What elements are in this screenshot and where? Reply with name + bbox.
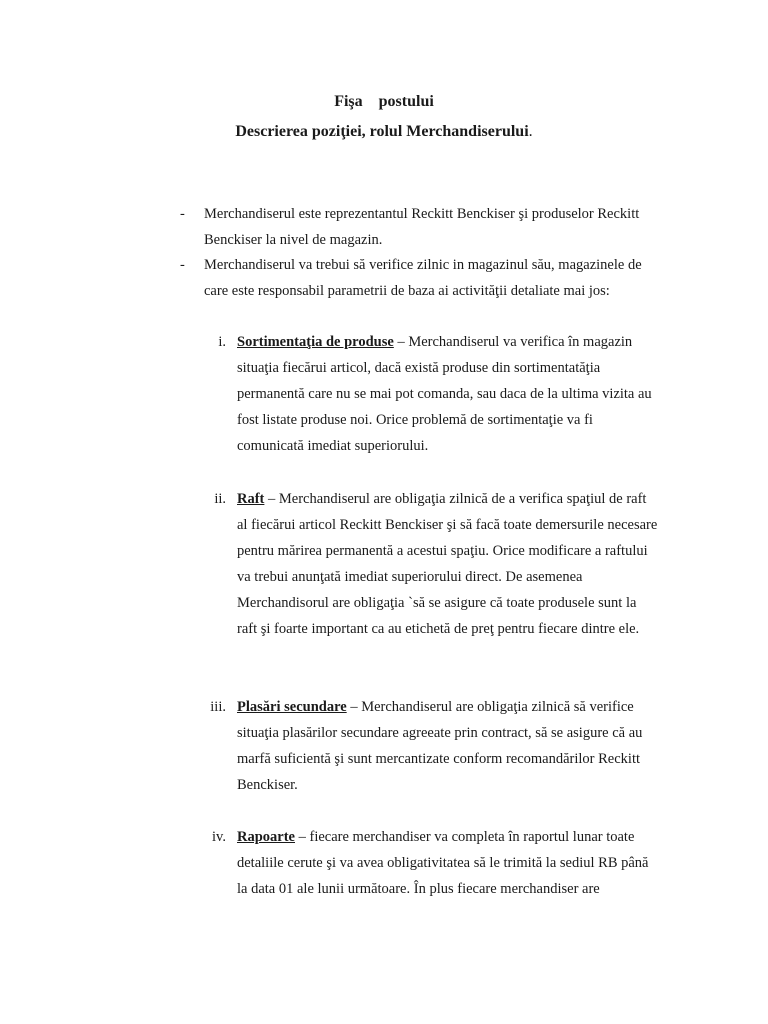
section-heading: Raft [237,491,265,507]
intro-bullet: - [180,206,185,222]
section-body [237,824,660,902]
section-rapoarte [200,824,660,902]
section-body [237,486,660,642]
section-number: i. [218,334,226,350]
section-raft [200,486,660,642]
document-title: Fişa postului [334,93,434,110]
intro-list [180,202,660,304]
document-subtitle-text: Descrierea poziţiei, rolul Merchandiserului [235,123,529,140]
section-heading: Sortimentaţia de produse [237,334,394,350]
section-text: – Merchandiserul are obligaţia zilnică să verifice situaţia plasărilor secundare agreeate prin contract, să se asigure că au marfă suficientă şi sunt mercantizate conform recomandărilor Reckitt Benckiser. [237,699,643,793]
section-heading: Plasări secundare [237,699,347,715]
document-subtitle [0,122,768,142]
document-subtitle-period: . [528,123,533,140]
intro-item [180,253,660,304]
section-body [237,329,660,459]
intro-text: Merchandiserul va trebui să verifice zilnic in magazinul său, magazinele de care este responsabil parametrii de baza ai activităţii detaliate mai jos: [204,257,642,299]
intro-text: Merchandiserul este reprezentantul Reckitt Benckiser şi produselor Reckitt Benckiser la nivel de magazin. [204,206,640,248]
section-heading: Rapoarte [237,829,295,845]
section-text: – fiecare merchandiser va completa în raportul lunar toate detaliile cerute şi va avea obligativitatea să le trimită la sediul RB până la data 01 ale lunii următoare. În plus fiecare merchandiser are [237,829,649,897]
section-number: ii. [214,491,226,507]
section-number: iii. [210,699,226,715]
section-number: iv. [212,829,226,845]
intro-item [180,202,660,253]
section-text: – Merchandiserul are obligaţia zilnică de a verifica spaţiul de raft al fiecărui articol Reckitt Benckiser şi să facă toate demersurile necesare pentru mărirea permanentă a acestui spaţiu. Orice modificare a raftului va trebui anunţată imediat superiorului direct. De asemenea Merchandisorul are obligaţia `să se asigure că toate produsele sunt la raft şi foarte important ca au etichetă de preţ pentru fiecare dintre ele. [237,491,658,637]
intro-bullet: - [180,257,185,273]
section-sortimentatie [200,329,660,459]
section-plasari-secundare [200,694,660,798]
section-text: – Merchandiserul va verifica în magazin situaţia fiecărui articol, dacă există produse din sortimentatăţia permanentă care nu se mai pot comanda, sau daca de la ultima vizita au fost listate produse noi. Orice problemă de sortimentaţie va fi comunicată imediat superiorului. [237,334,652,454]
section-body [237,694,660,798]
